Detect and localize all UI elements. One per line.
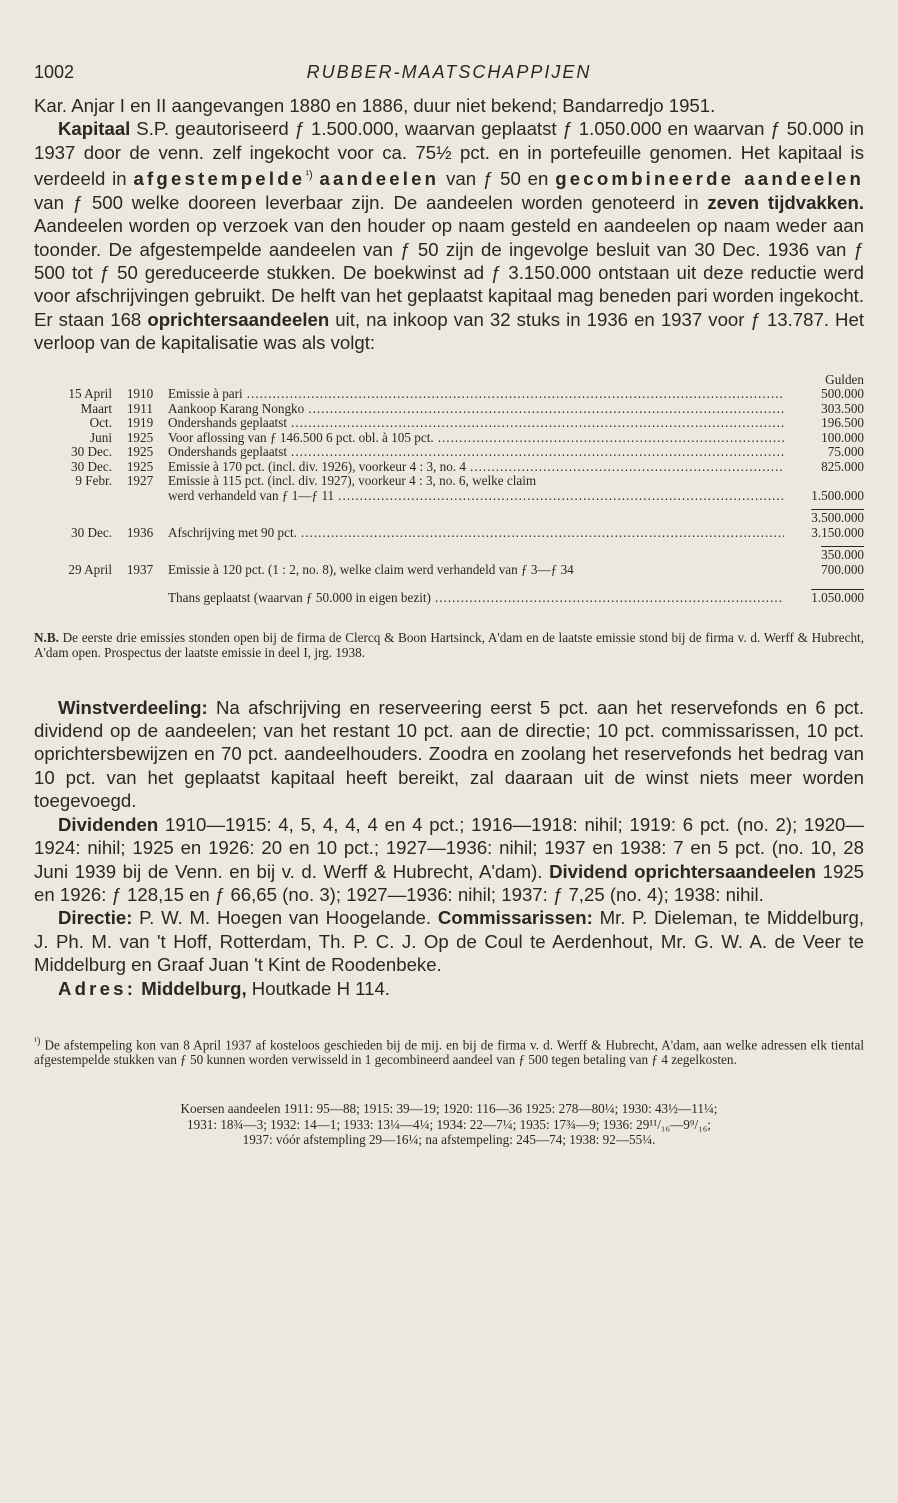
dividenden-text-1: 1910—1915: 4, 5, 4, 4, 4 en 4 pct.; 1916—1918: nihil; 1919: 6 pct. (no. 2); 1920—1924: nihil; 1925 en 1926: 20 en 10 pct.; 1927—1936: nihil; 1937 en 1938: 7 en 5 pct. (no. 10, 28 Juni 1939 bij de Venn. en bij v. d. Werff & Hubrecht, A'dam). [34,813,864,882]
nb-label: N.B. [34,629,59,645]
dividenden-label: Dividenden [58,813,159,835]
table-row [34,387,864,402]
table-row [34,489,864,504]
total-amount: 1.050.000 [811,590,864,606]
aandeelen-term: aandeelen [319,168,440,190]
total-desc: Thans geplaatst (waarvan ƒ 50.000 in eigen bezit) [168,591,431,606]
row-date: 30 Dec. [70,444,112,460]
running-title: RUBBER-MAATSCHAPPIJEN [306,62,592,82]
page-number: 1002 [34,62,75,82]
row-amount: 100.000 [821,429,864,445]
footnote [34,1034,864,1067]
kapitaal-text-4: Aandeelen worden op verzoek van den houder op naam gesteld en aandeelen op naam weder aan toonder. De afgestempelde aandeelen van ƒ 50 zijn de ingevolge besluit van 30 Dec. 1936 van ƒ 500 tot ƒ 50 gereduceerde stukken. De boekwinst ad ƒ 3.150.000 ontstaan uit deze reductie werd voor afschrijvingen gebruikt. De helft van het geplaatst kapitaal mag beneden pari worden ingekocht. Er staan 168 [34,215,864,330]
dividenden-paragraph [34,813,864,907]
directie-label: Directie: [58,907,133,929]
kapitaal-text-1: S.P. geautoriseerd ƒ 1.500.000, waarvan geplaatst ƒ 1.050.000 en waarvan ƒ 50.000 in 1937 door de venn. zelf ingekocht voor ca. 75½ pct. en in portefeuille genomen. Het kapitaal is verdeeld in [34,118,864,190]
row-date: 30 Dec. [70,458,112,474]
row-desc: Ondershands geplaatst [168,416,288,431]
row-year: 1919 [126,415,154,431]
running-header [34,62,864,94]
winst-section [34,696,864,1000]
nb-note [34,630,864,660]
row-amount: 700.000 [821,561,864,577]
row-year: 1925 [126,444,154,460]
subtotal-row [34,548,864,563]
row-amount: 75.000 [827,444,864,460]
row-year: 1927 [126,473,154,489]
row-year: 1925 [126,458,154,474]
row-year: 1910 [126,386,154,402]
row-desc: Aankoop Karang Nongko [168,401,305,416]
commissarissen-text: Mr. P. Dieleman, te Middelburg, J. Ph. M. van 't Hoff, Rotterdam, Th. P. C. J. Op de Coul te Aerdenhout, Mr. G. W. A. de Veer te Middelburg en Graaf Juan 't Kint de Roodenbeke. [34,907,864,976]
kapitaal-label: Kapitaal [58,118,131,140]
koersen-block [34,1101,864,1148]
directie-paragraph [34,906,864,976]
currency-header: Gulden [825,371,864,387]
table-row [34,563,864,578]
oprichters-term: oprichtersaandeelen [147,308,330,330]
table-row [34,460,864,475]
table-row [34,416,864,431]
footnote-ref: ¹) [305,169,313,182]
row-year: 1911 [127,400,153,416]
footnote-text: De afstempeling kon van 8 April 1937 af kosteloos geschieden bij de mij. en bij de firma v. d. Werff & Hubrecht, A'dam, aan welke adressen elk tiental afgestempelde stukken van ƒ 50 kunnen worden verwisseld in 1 gecombineerd aandeel van ƒ 500 tegen betaling van ƒ 4 zegelkosten. [34,1037,864,1068]
row-year: 1936 [126,524,154,540]
row-date: Juni [90,429,112,445]
winst-paragraph [34,696,864,813]
subtotal-amount: 350.000 [821,547,864,563]
directie-text: P. W. M. Hoegen van Hoogelande. [132,907,438,929]
row-desc: Ondershands geplaatst [168,445,288,460]
row-desc: Voor aflossing van ƒ 146.500 6 pct. obl. à 105 pct. [168,430,434,445]
table-row [34,474,864,489]
kapitaal-paragraph [34,117,864,354]
adres-city: Middelburg, [141,977,247,999]
row-date: Maart [80,400,112,416]
table-row [34,431,864,446]
afgestempelde-term: afgestempelde [133,168,306,190]
row-year: 1937 [126,561,154,577]
table-row [34,402,864,417]
row-amount: 3.150.000 [811,524,864,540]
total-row [34,591,864,606]
kapitaal-text-3: van ƒ 500 welke dooreen leverbaar zijn. De aandeelen worden genoteerd in [34,191,708,213]
subtotal-row [34,511,864,526]
adres-paragraph [34,977,864,1000]
row-amount: 196.500 [821,415,864,431]
dividend-oprichters-label: Dividend oprichtersaandeelen [549,860,817,882]
row-desc: werd verhandeld van ƒ 1—ƒ 11 [168,488,335,503]
row-desc: Emissie à pari [168,387,243,402]
koersen-line: 1931: 18¾—3; 1932: 14—1; 1933: 13¼—4¼; 1934: 22—7¼; 1935: 17¾—9; 1936: 29¹¹/₁₆—9⁹/₁₆; [187,1116,711,1132]
commissarissen-label: Commissarissen: [437,907,593,929]
table-row [34,445,864,460]
kapitaal-text-2: van ƒ 50 en [439,168,556,190]
row-date: 30 Dec. [70,524,112,540]
row-desc: Emissie à 120 pct. (1 : 2, no. 8), welke claim werd verhandeld van ƒ 3—ƒ 34 [168,562,574,577]
row-desc: Emissie à 170 pct. (incl. div. 1926), voorkeur 4 : 3, no. 4 [168,459,467,474]
nb-text: De eerste drie emissies stonden open bij de firma de Clercq & Boon Hartsinck, A'dam en de laatste emissie stond bij de firma v. d. Werff & Hubrecht, A'dam open. Prospectus der laatste emissie in deel I, jrg. 1938. [34,629,864,660]
intro-section [34,94,864,355]
koersen-line: Koersen aandeelen 1911: 95—88; 1915: 39—19; 1920: 116—36 1925: 278—80¼; 1930: 43½—11¼; [180,1101,718,1117]
row-date: 29 April [68,561,112,577]
row-year: 1925 [126,429,154,445]
winst-label: Winstverdeeling: [58,696,208,718]
intro-line: Kar. Anjar I en II aangevangen 1880 en 1886, duur niet bekend; Bandarredjo 1951. [34,95,716,116]
adres-text: Houtkade H 114. [246,977,390,999]
table-header-row [34,373,864,388]
kapitaal-text-5: uit, na inkoop van 32 stuks in 1936 en 1937 voor ƒ 13.787. Het verloop van de kapitalisatie was als volgt: [34,308,864,354]
footnote-mark: ¹) [34,1035,41,1047]
row-date: 15 April [68,386,112,402]
row-amount: 303.500 [821,400,864,416]
row-amount: 1.500.000 [811,487,864,503]
capitalisation-table [34,373,864,606]
row-date: 9 Febr. [75,473,112,489]
row-amount: 500.000 [821,386,864,402]
gecombineerde-term: gecombineerde aandeelen [555,168,865,190]
subtotal-amount: 3.500.000 [811,510,864,526]
row-date: Oct. [89,415,112,431]
table-row [34,526,864,541]
koersen-line: 1937: vóór afstempling 29—16¼; na afstempeling: 245—74; 1938: 92—55¼. [242,1132,656,1148]
row-amount: 825.000 [821,458,864,474]
dividenden-text-2: 1925 en 1926: ƒ 128,15 en ƒ 66,65 (no. 3); 1927—1936: nihil; 1937: ƒ 7,25 (no. 4); 1938: nihil. [34,860,864,905]
adres-label: Adres: [58,977,137,999]
row-desc: Afschrijving met 90 pct. [168,525,297,540]
zeven-tijdvakken: zeven tijdvakken. [707,191,864,213]
row-desc: Emissie à 115 pct. (incl. div. 1927), voorkeur 4 : 3, no. 6, welke claim [168,474,537,489]
winst-text: Na afschrijving en reserveering eerst 5 pct. aan het reservefonds en 6 pct. dividend op de aandeelen; van het restant 10 pct. aan de directie; 10 pct. commissarissen, 10 pct. oprichtersbewijzen en 70 pct. aandeelhouders. Zoodra en zoolang het reservefonds het bedrag van 10 pct. van het geplaatst kapitaal heeft bereikt, zal daaraan uit de winst niets meer worden toegevoegd. [34,696,864,812]
